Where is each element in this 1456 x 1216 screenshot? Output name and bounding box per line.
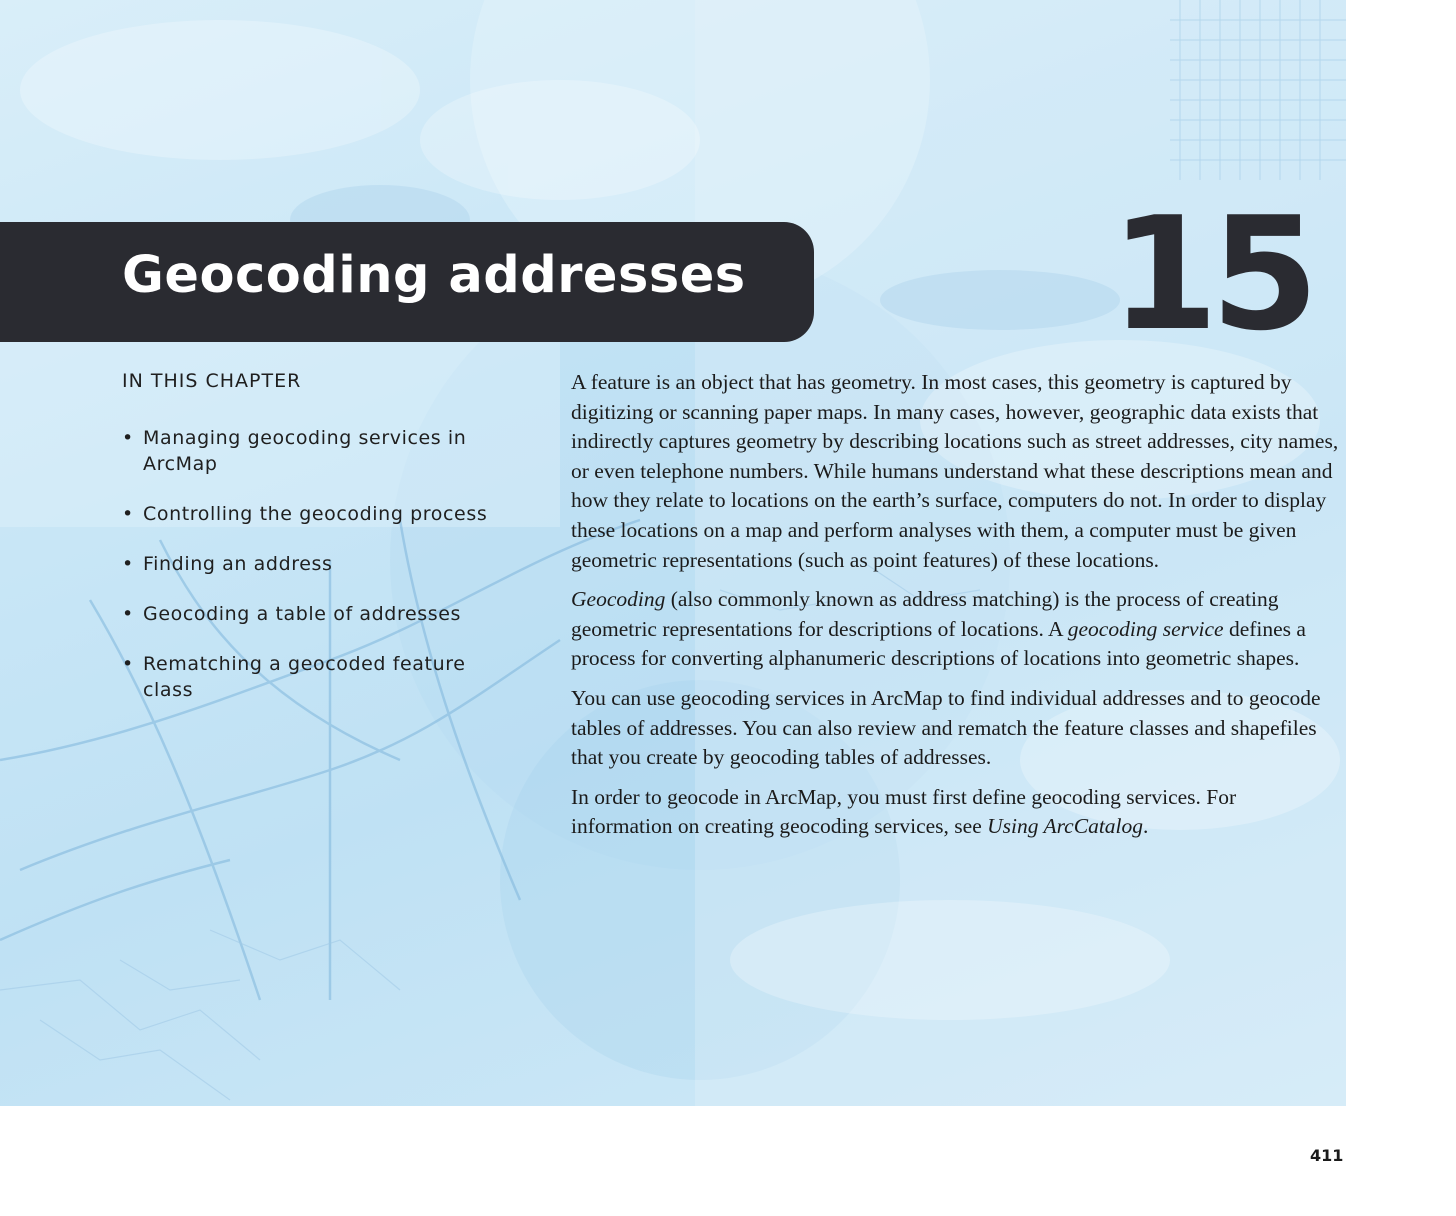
list-item bbox=[122, 551, 522, 577]
list-item-label: Geocoding a table of addresses bbox=[143, 603, 462, 625]
paragraph-text: In order to geocode in ArcMap, you must first define geocoding services. For information on creating geocoding services, see bbox=[571, 784, 1237, 839]
list-item bbox=[122, 651, 522, 703]
bullet-icon: • bbox=[122, 553, 134, 575]
paragraph-text: . bbox=[1143, 814, 1149, 839]
list-item-label: Rematching a geocoded feature class bbox=[143, 653, 466, 701]
paragraph-intro: A feature is an object that has geometry. In most cases, this geometry is captured by digitizing or scanning paper maps. In many cases, however, geographic data exists that indirectly captures geometry by describing locations such as street addresses, city names, or even telephone numbers. While humans understand what these descriptions mean and how they relate to locations on the earth’s surface, computers do not. In order to display these locations on a map and perform analyses with them, a computer must be given geometric representations (such as point features) of these locations. bbox=[571, 370, 1339, 572]
paragraph-text: defines a process for converting alphanumeric descriptions of locations into geometric shapes. bbox=[571, 616, 1306, 671]
chapter-topics-list bbox=[122, 425, 522, 727]
book-title-reference: Using ArcCatalog bbox=[987, 814, 1144, 839]
paragraph-text: (also commonly known as address matching) is the process of creating geometric representations for descriptions of locations. A bbox=[571, 587, 1279, 641]
paragraph-arcmap-usage: You can use geocoding services in ArcMap to find individual addresses and to geocode tables of addresses. You can also review and rematch the feature classes and shapefiles that you create by geocoding tables of addresses. bbox=[571, 685, 1321, 770]
bullet-icon: • bbox=[122, 503, 134, 525]
paragraph-geocoding-definition bbox=[571, 585, 1339, 674]
list-item-label: Finding an address bbox=[143, 553, 333, 575]
chapter-title: Geocoding addresses bbox=[122, 246, 746, 305]
list-item-label: Controlling the geocoding process bbox=[143, 503, 488, 525]
list-item bbox=[122, 601, 522, 627]
term-geocoding: Geocoding bbox=[571, 587, 666, 612]
list-item-label: Managing geocoding services in ArcMap bbox=[143, 427, 467, 475]
paragraph-define-services bbox=[571, 783, 1339, 842]
bullet-icon: • bbox=[122, 653, 134, 675]
page-number: 411 bbox=[1310, 1146, 1344, 1165]
bullet-icon: • bbox=[122, 427, 134, 449]
body-text bbox=[571, 368, 1339, 852]
bullet-icon: • bbox=[122, 603, 134, 625]
list-item bbox=[122, 425, 522, 477]
term-geocoding-service: geocoding service bbox=[1067, 616, 1224, 641]
in-this-chapter-heading: IN THIS CHAPTER bbox=[122, 370, 302, 392]
chapter-number: 15 bbox=[1110, 183, 1312, 365]
list-item bbox=[122, 501, 522, 527]
